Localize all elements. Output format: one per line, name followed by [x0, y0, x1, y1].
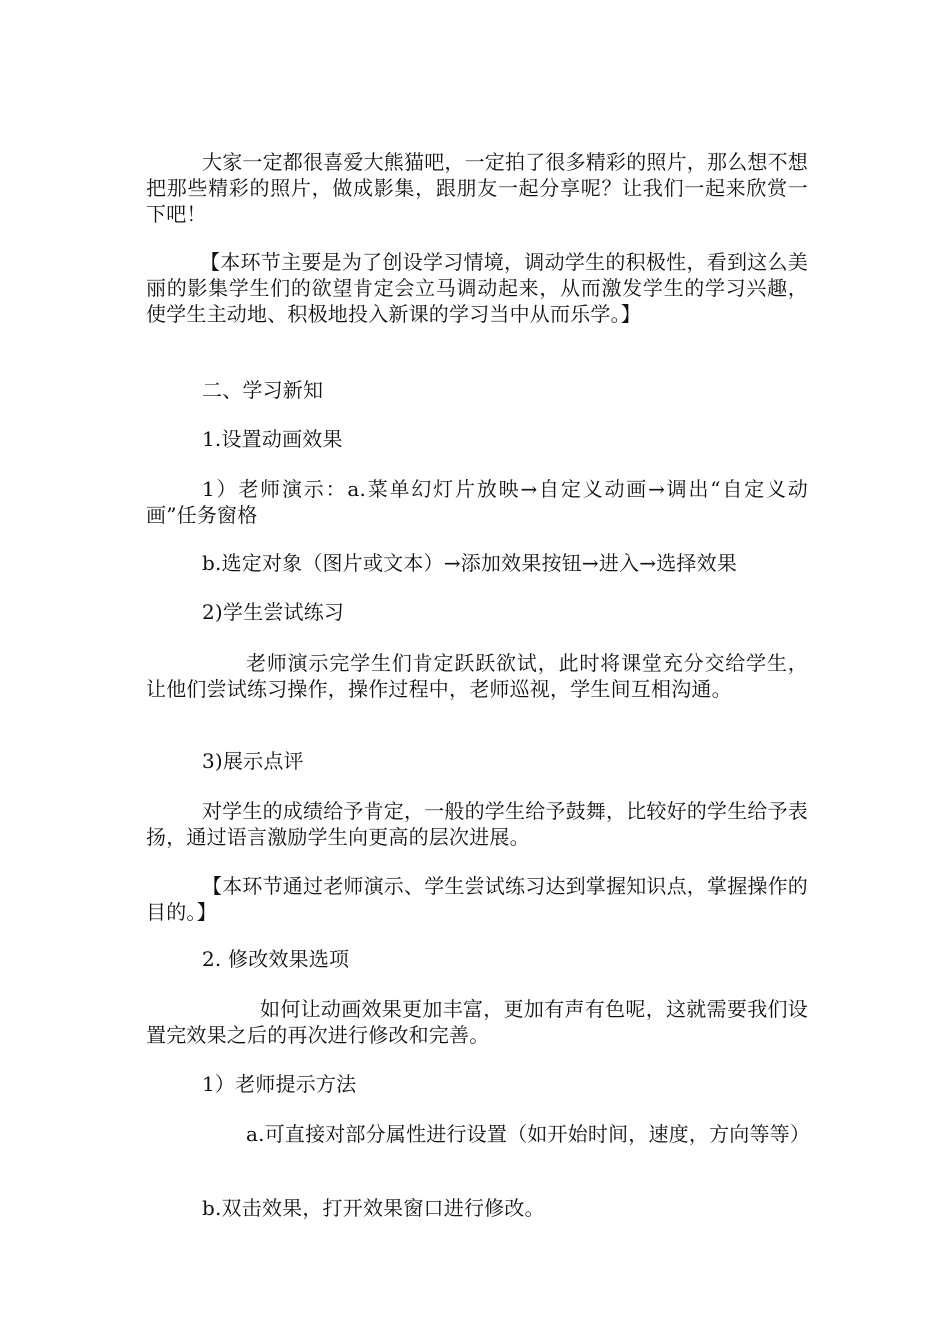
subsection-heading: 1.设置动画效果	[202, 427, 343, 451]
step-paragraph: b.选定对象（图片或文本）→添加效果按钮→进入→选择效果	[202, 551, 738, 575]
body-paragraph: 对学生的成绩给予肯定，一般的学生给予鼓舞，比较好的学生给予表扬，通过语言激励学生向更高的层次进展。	[146, 799, 808, 849]
step-paragraph: a.可直接对部分属性进行设置（如开始时间，速度，方向等等）	[246, 1122, 811, 1146]
step-paragraph: b.双击效果，打开效果窗口进行修改。	[202, 1196, 545, 1220]
body-paragraph: 老师演示完学生们肯定跃跃欲试，此时将课堂充分交给学生，让他们尝试练习操作，操作过程中，老师巡视，学生间互相沟通。	[146, 651, 808, 701]
body-paragraph: 如何让动画效果更加丰富，更加有声有色呢，这就需要我们设置完效果之后的再次进行修改和完善。	[146, 997, 808, 1047]
intro-paragraph: 大家一定都很喜爱大熊猫吧，一定拍了很多精彩的照片，那么想不想把那些精彩的照片，做成影集，跟朋友一起分享呢？让我们一起来欣赏一下吧！	[146, 150, 808, 226]
step-heading: 2)学生尝试练习	[202, 600, 345, 624]
section-note-paragraph: 【本环节主要是为了创设学习情境，调动学生的积极性，看到这么美丽的影集学生们的欲望肯定会立马调动起来，从而激发学生的学习兴趣，使学生主动地、积极地投入新课的学习当中从而乐学。】	[146, 250, 808, 326]
subsection-heading: 2. 修改效果选项	[202, 947, 350, 971]
section-heading: 二、学习新知	[202, 378, 324, 402]
step-heading: 3)展示点评	[202, 749, 304, 773]
section-note-paragraph: 【本环节通过老师演示、学生尝试练习达到掌握知识点，掌握操作的目的。】	[146, 874, 808, 924]
step-paragraph: 1）老师演示：a.菜单幻灯片放映→自定义动画→调出“自定义动画”任务窗格	[146, 477, 808, 527]
step-heading: 1）老师提示方法	[202, 1072, 357, 1096]
